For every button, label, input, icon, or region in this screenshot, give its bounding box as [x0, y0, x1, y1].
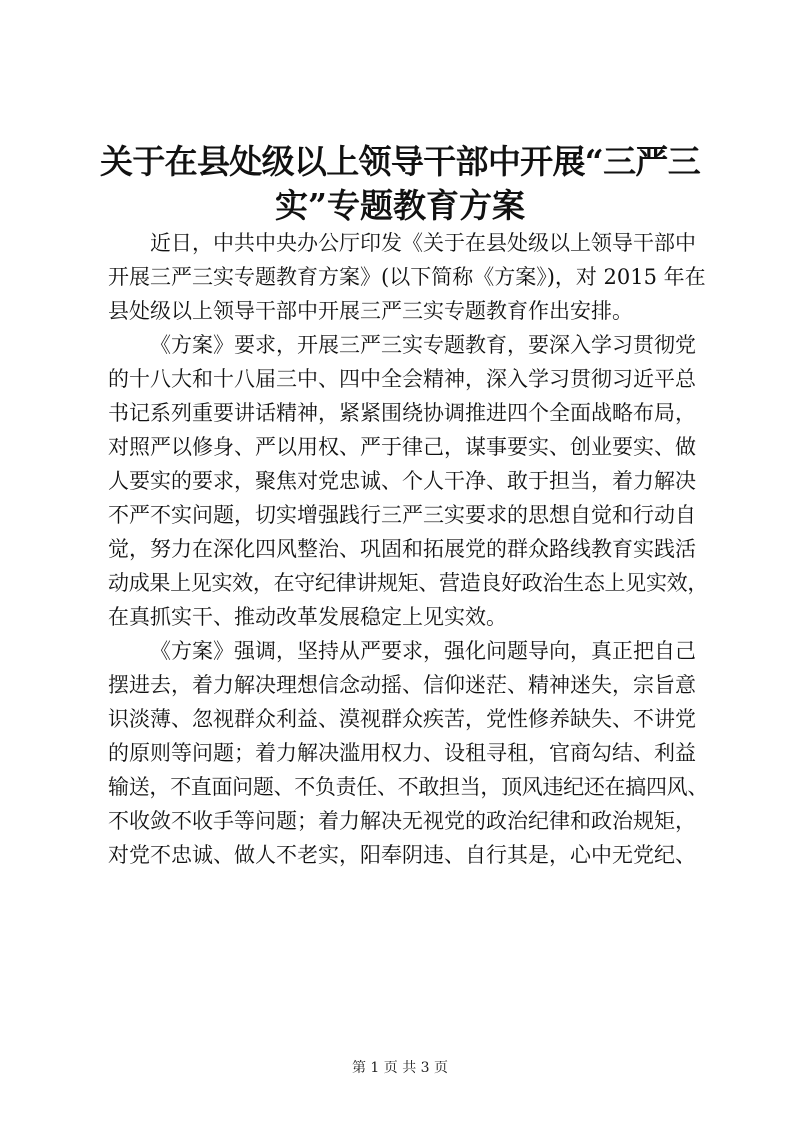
text-line: 对照严以修身、严以用权、严于律己，谋事要实、创业要实、做	[108, 435, 696, 459]
text-line: 开展三严三实专题教育方案》(以下简称《方案》)，对 2015 年在	[108, 265, 706, 289]
document-body	[108, 226, 708, 872]
text-line: 不严不实问题，切实增强践行三严三实要求的思想自觉和行动自	[108, 503, 696, 527]
title-line: 关于在县处级以上领导干部中开展“三严三	[100, 142, 701, 181]
text-line: 输送，不直面问题、不负责任、不敢担当，顶风违纪还在搞四风、	[108, 775, 709, 799]
text-line: 识淡薄、忽视群众利益、漠视群众疾苦，党性修养缺失、不讲党	[108, 707, 696, 731]
title-line: 实”专题教育方案	[275, 186, 525, 225]
text-line: 摆进去，着力解决理想信念动摇、信仰迷茫、精神迷失，宗旨意	[108, 673, 696, 697]
text-line: 对党不忠诚、做人不老实，阳奉阴违、自行其是，心中无党纪、	[108, 843, 696, 867]
text-line: 人要实的要求，聚焦对党忠诚、个人干净、敢于担当，着力解决	[108, 469, 696, 493]
text-line: 不收敛不收手等问题；着力解决无视党的政治纪律和政治规矩，	[108, 809, 696, 833]
paragraph-1	[108, 226, 708, 328]
text-line: 《方案》强调，坚持从严要求，强化问题导向，真正把自己	[150, 639, 696, 663]
text-line: 的原则等问题；着力解决滥用权力、设租寻租，官商勾结、利益	[108, 741, 696, 765]
paragraph-3	[108, 634, 708, 872]
text-line: 动成果上见实效，在守纪律讲规矩、营造良好政治生态上见实效，	[108, 571, 709, 595]
text-line: 近日，中共中央办公厅印发《关于在县处级以上领导干部中	[150, 231, 696, 255]
text-line: 《方案》要求，开展三严三实专题教育，要深入学习贯彻党	[150, 333, 696, 357]
text-line: 觉，努力在深化四风整治、巩固和拓展党的群众路线教育实践活	[108, 537, 696, 561]
text-line: 书记系列重要讲话精神，紧紧围绕协调推进四个全面战略布局，	[108, 401, 696, 425]
text-line: 在真抓实干、推动改革发展稳定上见实效。	[108, 605, 507, 629]
text-line: 的十八大和十八届三中、四中全会精神，深入学习贯彻习近平总	[108, 367, 696, 391]
paragraph-2	[108, 328, 708, 634]
document-title	[100, 140, 700, 228]
page-footer: 第 1 页 共 3 页	[351, 1060, 449, 1076]
text-line: 县处级以上领导干部中开展三严三实专题教育作出安排。	[108, 299, 633, 323]
